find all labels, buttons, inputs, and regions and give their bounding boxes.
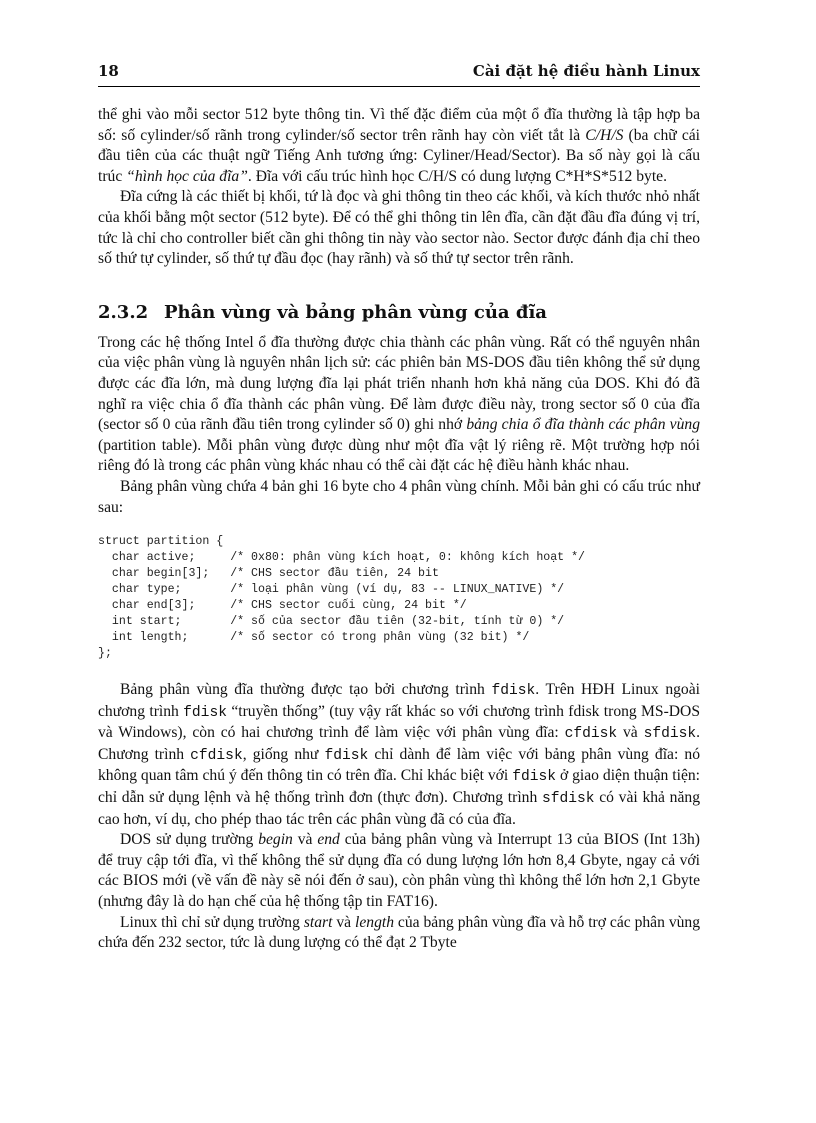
paragraph-4: Bảng phân vùng chứa 4 bản ghi 16 byte cho 4 phân vùng chính. Mỗi bản ghi có cấu trúc như sau: (98, 477, 700, 516)
page-number: 18 (98, 62, 119, 80)
paragraph-7: Linux thì chỉ sử dụng trường start và length của bảng phân vùng đĩa và hỗ trợ các phân vùng chứa đến 232 sector, tức là dung lượng có thể đạt 2 Tbyte (98, 913, 701, 952)
paragraph-3: Trong các hệ thống Intel ổ đĩa thường được chia thành các phân vùng. Rất có thể nguyên nhân của việc phân vùng là nguyên nhân lịch sử: các phiên bản MS-DOS đầu tiên không thể sử dụng được các đĩa lớn, mà dung lượng đĩa lại phát triển nhanh hơn khả năng của DOS. Khi đó đã nghĩ ra việc chia ổ đĩa thành các phân vùng. Để làm được điều này, trong sector số 0 của đĩa (sector số 0 của rãnh đầu tiên trong cylinder số 0) ghi nhớ bảng chia ổ đĩa thành các phân vùng (partition table). Mỗi phân vùng được dùng như một đĩa vật lý riêng rẽ. Một trường hợp nói riêng đó là trong các phân vùng khác nhau có thể cài đặt các hệ điều hành khác nhau. (98, 333, 700, 475)
section-number: 2.3.2 (98, 301, 149, 323)
running-header (98, 62, 700, 87)
section-heading (98, 302, 700, 323)
code-block-partition-struct: struct partition { char active; /* 0x80: phân vùng kích hoạt, 0: không kích hoạt */ char begin[3]; /* CHS sector đầu tiên, 24 bit char type; /* loại phân vùng (ví dụ, 83 -- LINUX_NATIVE) */ char end[3]; /* CHS sector cuối cùng, 24 bit */ int start; /* số của sector đầu tiên (32-bit, tính từ 0) */ int length; /* số sector có trong phân vùng (32 bit) */ }; (98, 535, 586, 661)
running-title: Cài đặt hệ điều hành Linux (472, 62, 700, 80)
paragraph-5: Bảng phân vùng đĩa thường được tạo bởi chương trình fdisk. Trên HĐH Linux ngoài chương trình fdisk “truyền thống” (tuy vậy rất khác so với chương trình fdisk trong MS-DOS và Windows), còn có hai chương trình để làm việc với phân vùng đĩa: cfdisk và sfdisk. Chương trình cfdisk, giống như fdisk chỉ dành để làm việc với bảng phân vùng đĩa: nó không quan tâm chú ý đến thông tin có trên đĩa. Chỉ khác biệt với fdisk ở giao diện thuận tiện: chỉ dẫn sử dụng lệnh và hệ thống trình đơn (thực đơn). Chương trình sfdisk có vài khả năng cao hơn, ví dụ, cho phép thao tác trên các phân vùng đã có của đĩa. (98, 681, 701, 828)
paragraph-2: Đĩa cứng là các thiết bị khối, tứ là đọc và ghi thông tin theo các khối, và kích thước nhỏ nhất của khối bằng một sector (512 byte). Để có thể ghi thông tin lên đĩa, cần đặt đầu đĩa đúng vị trí, tức là chỉ cho controller biết cần ghi thông tin này vào sector nào. Sector được đánh địa chỉ theo số thứ tự cylinder, số thứ tự đầu đọc (hay rãnh) và số thứ tự sector trên rãnh. (98, 188, 700, 268)
paragraph-6: DOS sử dụng trường begin và end của bảng phân vùng và Interrupt 13 của BIOS (Int 13h) để truy cập tới đĩa, vì thế không thể sử dụng đĩa có dung lượng lớn hơn 8,4 Gbyte, ngay cả với các BIOS mới (về vấn đề này sẽ nói đến ở sau), còn phân vùng thì không thể lớn hơn 2,1 Gbyte (nhưng đây là do hạn chế của hệ thống tập tin FAT16). (98, 831, 700, 911)
section-title: Phân vùng và bảng phân vùng của đĩa (164, 301, 547, 323)
document-page (98, 62, 700, 954)
paragraph-1: thể ghi vào mỗi sector 512 byte thông tin. Vì thế đặc điểm của một ổ đĩa thường là tập hợp ba số: số cylinder/số rãnh trong cylinder/số sector trên rãnh hay còn viết tắt là C/H/S (ba chữ cái đầu tiên của các thuật ngữ Tiếng Anh tương ứng: Cyliner/Head/Sector). Ba số này gọi là cấu trúc “hình học của đĩa”. Đĩa với cấu trúc hình học C/H/S có dung lượng C*H*S*512 byte. (98, 106, 700, 185)
